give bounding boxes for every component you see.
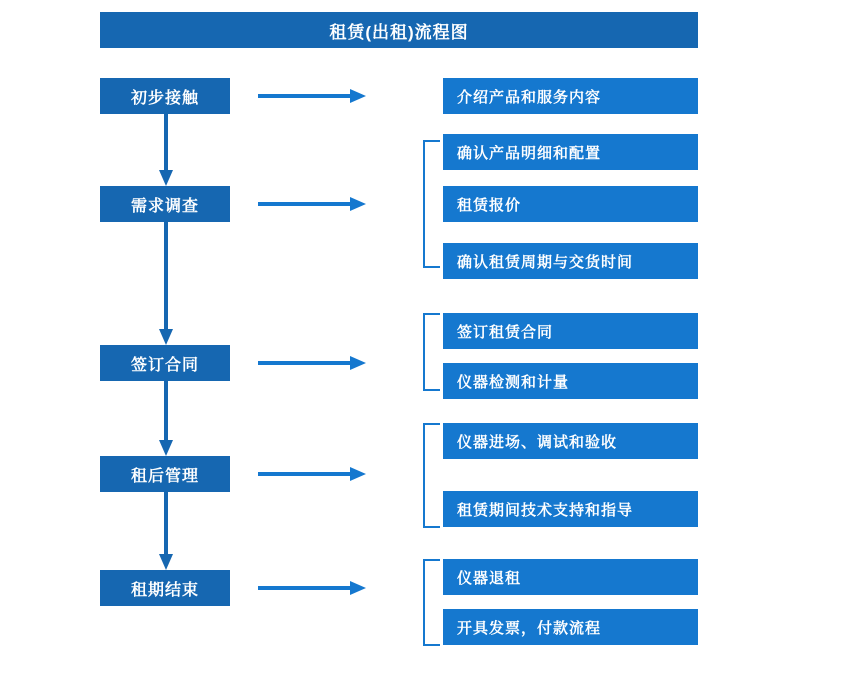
detail-label: 介绍产品和服务内容 xyxy=(457,88,602,106)
detail-box-8[interactable] xyxy=(443,491,698,527)
stage-label: 需求调查 xyxy=(130,197,199,215)
stage-box-4[interactable] xyxy=(100,456,230,492)
group-bracket-3 xyxy=(418,313,440,391)
stage-label: 初步接触 xyxy=(130,89,199,107)
horizontal-arrow-3 xyxy=(258,356,366,368)
detail-box-1[interactable] xyxy=(443,78,698,114)
detail-label: 仪器退租 xyxy=(457,569,522,587)
group-bracket-4 xyxy=(418,423,440,528)
horizontal-arrow-5 xyxy=(258,581,366,593)
horizontal-arrow-1 xyxy=(258,89,366,101)
detail-box-6[interactable] xyxy=(443,363,698,399)
horizontal-arrow-4 xyxy=(258,467,366,479)
stage-label: 签订合同 xyxy=(130,356,199,374)
stage-box-5[interactable] xyxy=(100,570,230,606)
detail-box-9[interactable] xyxy=(443,559,698,595)
vertical-arrow-3 xyxy=(159,381,171,456)
group-bracket-5 xyxy=(418,559,440,646)
detail-label: 仪器检测和计量 xyxy=(457,373,570,391)
group-bracket-2 xyxy=(418,140,440,268)
detail-label: 租赁期间技术支持和指导 xyxy=(457,501,634,519)
vertical-arrow-4 xyxy=(159,492,171,570)
page-title: 租赁(出租)流程图 xyxy=(100,12,698,48)
detail-box-3[interactable] xyxy=(443,186,698,222)
stage-label: 租后管理 xyxy=(130,467,199,485)
detail-box-10[interactable] xyxy=(443,609,698,645)
vertical-arrow-2 xyxy=(159,222,171,345)
stage-box-1[interactable] xyxy=(100,78,230,114)
detail-label: 确认租赁周期与交货时间 xyxy=(457,253,634,271)
detail-label: 确认产品明细和配置 xyxy=(457,144,602,162)
detail-label: 仪器进场、调试和验收 xyxy=(457,433,618,451)
stage-label: 租期结束 xyxy=(130,581,199,599)
vertical-arrow-1 xyxy=(159,114,171,186)
detail-label: 签订租赁合同 xyxy=(457,323,554,341)
detail-box-7[interactable] xyxy=(443,423,698,459)
detail-box-5[interactable] xyxy=(443,313,698,349)
detail-box-4[interactable] xyxy=(443,243,698,279)
detail-label: 开具发票，付款流程 xyxy=(457,619,602,637)
stage-box-2[interactable] xyxy=(100,186,230,222)
detail-box-2[interactable] xyxy=(443,134,698,170)
horizontal-arrow-2 xyxy=(258,197,366,209)
stage-box-3[interactable] xyxy=(100,345,230,381)
detail-label: 租赁报价 xyxy=(457,196,522,214)
